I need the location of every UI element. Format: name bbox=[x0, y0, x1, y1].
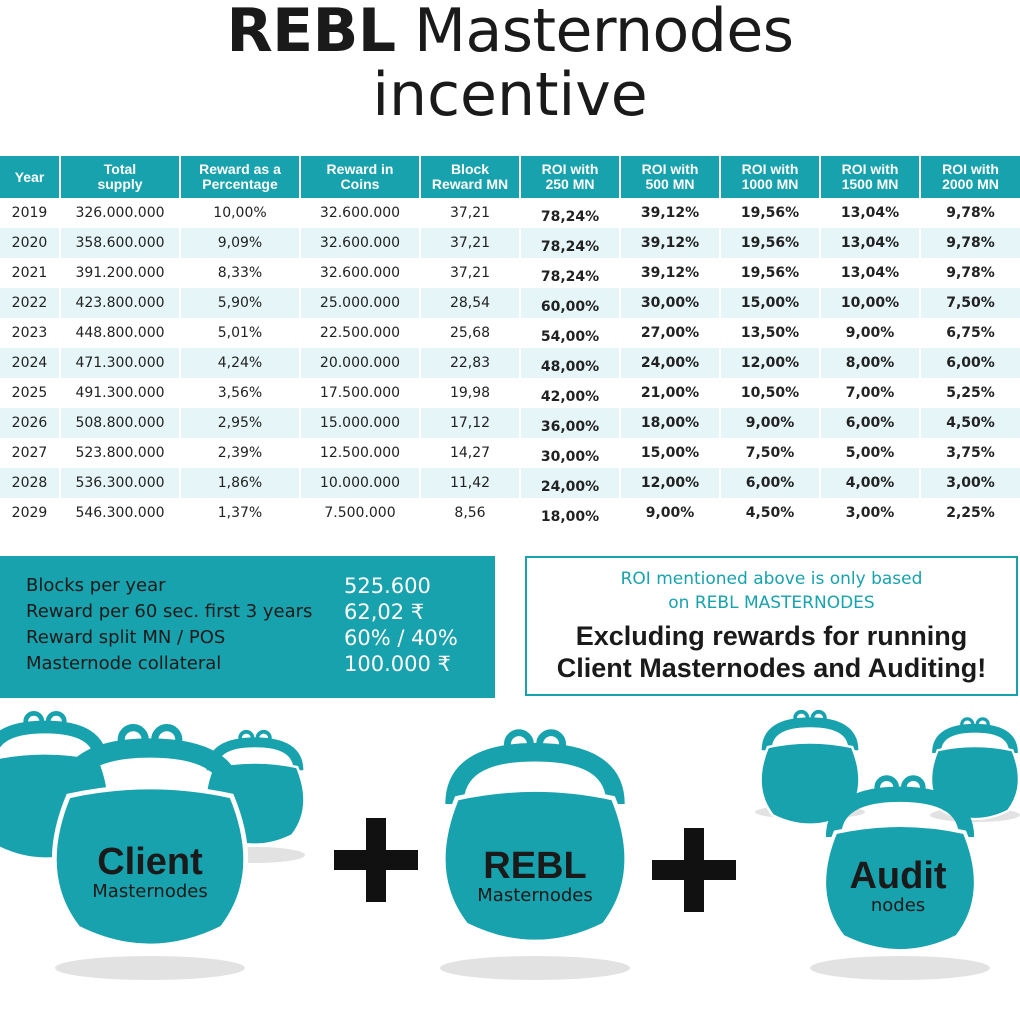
client-label-small: Masternodes bbox=[92, 881, 208, 902]
table-cell: 2026 bbox=[0, 408, 60, 438]
column-header-line: Year bbox=[14, 168, 45, 185]
table-row bbox=[0, 198, 1020, 228]
table-cell: 10.000.000 bbox=[300, 468, 420, 498]
table-cell: 12.500.000 bbox=[300, 438, 420, 468]
table-cell: 3,00% bbox=[920, 468, 1020, 498]
table-cell: 7.500.000 bbox=[300, 498, 420, 528]
table-cell: 7,00% bbox=[820, 378, 920, 408]
table-cell: 13,04% bbox=[820, 198, 920, 228]
column-header-line: ROI with bbox=[541, 161, 599, 177]
column-header-line: 500 MN bbox=[645, 176, 695, 192]
column-header-line: 1000 MN bbox=[741, 176, 799, 192]
table-cell: 32.600.000 bbox=[300, 228, 420, 258]
table-row bbox=[0, 348, 1020, 378]
table-cell: 21,00% bbox=[620, 378, 720, 408]
title-rest: Masternodes bbox=[395, 0, 794, 66]
table-cell: 25.000.000 bbox=[300, 288, 420, 318]
table-cell: 22,83 bbox=[420, 348, 520, 378]
column-header bbox=[300, 156, 420, 198]
shadow-rebl bbox=[440, 956, 630, 980]
table-cell: 2023 bbox=[0, 318, 60, 348]
table-cell: 19,56% bbox=[720, 198, 820, 228]
table-cell: 25,68 bbox=[420, 318, 520, 348]
stats-box bbox=[0, 556, 495, 698]
column-header-line: Reward MN bbox=[431, 176, 509, 192]
table-cell: 2020 bbox=[0, 228, 60, 258]
table-cell: 19,98 bbox=[420, 378, 520, 408]
client-masternodes-label bbox=[60, 842, 240, 902]
table-row bbox=[0, 468, 1020, 498]
table-cell: 15,00% bbox=[620, 438, 720, 468]
table-cell: 39,12% bbox=[620, 258, 720, 288]
table-cell: 30,00% bbox=[520, 438, 620, 468]
table-cell: 32.600.000 bbox=[300, 258, 420, 288]
stat-value: 100.000 ₹ bbox=[344, 652, 451, 676]
rebl-label-small: Masternodes bbox=[477, 885, 593, 906]
table-cell: 14,27 bbox=[420, 438, 520, 468]
table-cell: 9,00% bbox=[620, 498, 720, 528]
column-header-line: Total bbox=[103, 161, 137, 177]
table-cell: 36,00% bbox=[520, 408, 620, 438]
column-header-line: Reward as a bbox=[199, 161, 281, 177]
note-line-1: ROI mentioned above is only based bbox=[620, 569, 923, 589]
table-cell: 27,00% bbox=[620, 318, 720, 348]
table-cell: 18,00% bbox=[520, 498, 620, 528]
table-cell: 4,00% bbox=[820, 468, 920, 498]
note-emphasis-1: Excluding rewards for running bbox=[575, 621, 968, 651]
table-cell: 2028 bbox=[0, 468, 60, 498]
table-cell: 2025 bbox=[0, 378, 60, 408]
column-header-line: Coins bbox=[340, 176, 380, 192]
table-cell: 78,24% bbox=[520, 228, 620, 258]
table-row bbox=[0, 228, 1020, 258]
shadow-audit bbox=[810, 956, 990, 980]
table-cell: 19,56% bbox=[720, 228, 820, 258]
column-header-line: 1500 MN bbox=[841, 176, 899, 192]
table-cell: 7,50% bbox=[720, 438, 820, 468]
table-cell: 60,00% bbox=[520, 288, 620, 318]
table-cell: 17.500.000 bbox=[300, 378, 420, 408]
table-row bbox=[0, 288, 1020, 318]
table-cell: 18,00% bbox=[620, 408, 720, 438]
stat-label: Blocks per year bbox=[26, 575, 166, 596]
table-cell: 2022 bbox=[0, 288, 60, 318]
table-cell: 19,56% bbox=[720, 258, 820, 288]
table-cell: 10,00% bbox=[180, 198, 300, 228]
table-cell: 24,00% bbox=[520, 468, 620, 498]
table-cell: 448.800.000 bbox=[60, 318, 180, 348]
table-cell: 39,12% bbox=[620, 228, 720, 258]
table-cell: 391.200.000 bbox=[60, 258, 180, 288]
table-cell: 12,00% bbox=[620, 468, 720, 498]
table-cell: 2019 bbox=[0, 198, 60, 228]
table-cell: 15.000.000 bbox=[300, 408, 420, 438]
column-header bbox=[720, 156, 820, 198]
rebl-masternodes-label bbox=[445, 846, 625, 906]
table-cell: 523.800.000 bbox=[60, 438, 180, 468]
table-row bbox=[0, 438, 1020, 468]
table-cell: 48,00% bbox=[520, 348, 620, 378]
table-cell: 42,00% bbox=[520, 378, 620, 408]
audit-label-small: nodes bbox=[870, 895, 926, 916]
table-cell: 5,00% bbox=[820, 438, 920, 468]
table-cell: 3,75% bbox=[946, 445, 995, 461]
column-header-line: ROI with bbox=[641, 161, 699, 177]
table-cell: 9,00% bbox=[720, 408, 820, 438]
table-cell: 491.300.000 bbox=[60, 378, 180, 408]
table-cell: 9,09% bbox=[180, 228, 300, 258]
audit-nodes-label bbox=[808, 856, 988, 916]
stat-label: Reward per 60 sec. first 3 years bbox=[26, 601, 313, 622]
table-cell: 4,24% bbox=[180, 348, 300, 378]
table-cell: 13,50% bbox=[720, 318, 820, 348]
stat-label: Reward split MN / POS bbox=[26, 627, 226, 648]
stat-label: Masternode collateral bbox=[26, 653, 222, 674]
table-cell: 2024 bbox=[0, 348, 60, 378]
table-cell: 54,00% bbox=[520, 318, 620, 348]
audit-label-big: Audit bbox=[849, 855, 947, 897]
roi-note-box bbox=[525, 556, 1018, 696]
table-cell: 2021 bbox=[0, 258, 60, 288]
note-line-2: on REBL MASTERNODES bbox=[668, 593, 875, 613]
table-cell: 4,50% bbox=[920, 408, 1020, 438]
table-cell: 32.600.000 bbox=[300, 198, 420, 228]
table-cell: 37,21 bbox=[420, 258, 520, 288]
column-header bbox=[180, 156, 300, 198]
table-cell: 11,42 bbox=[420, 468, 520, 498]
table-cell: 20.000.000 bbox=[300, 348, 420, 378]
roi-table bbox=[0, 156, 1020, 528]
table-cell: 1,37% bbox=[180, 498, 300, 528]
shadow-client bbox=[55, 956, 245, 980]
table-cell: 8,33% bbox=[180, 258, 300, 288]
table-cell: 17,12 bbox=[420, 408, 520, 438]
table-cell: 15,00% bbox=[720, 288, 820, 318]
title-line-2: incentive bbox=[372, 60, 648, 130]
table-cell: 39,12% bbox=[620, 198, 720, 228]
table-cell: 28,54 bbox=[420, 288, 520, 318]
table-body bbox=[0, 198, 1020, 528]
column-header-line: Block bbox=[450, 161, 490, 177]
column-header bbox=[820, 156, 920, 198]
table-cell: 3,56% bbox=[180, 378, 300, 408]
table-cell: 78,24% bbox=[520, 258, 620, 288]
column-header-line: Reward in bbox=[326, 161, 394, 177]
purse-icon bbox=[54, 728, 245, 946]
table-header-row bbox=[0, 156, 1020, 198]
note-emphasis-2: Client Masternodes and Auditing! bbox=[556, 653, 987, 683]
table-cell: 2,95% bbox=[180, 408, 300, 438]
table-cell: 536.300.000 bbox=[60, 468, 180, 498]
stat-value: 62,02 ₹ bbox=[344, 600, 425, 624]
column-header bbox=[620, 156, 720, 198]
table-cell: 78,24% bbox=[520, 198, 620, 228]
purse-icon bbox=[443, 733, 626, 942]
table-row bbox=[0, 378, 1020, 408]
table-row bbox=[0, 318, 1020, 348]
table-cell: 471.300.000 bbox=[60, 348, 180, 378]
column-header-line: ROI with bbox=[741, 161, 799, 177]
table-cell: 3,00% bbox=[820, 498, 920, 528]
table-cell: 358.600.000 bbox=[60, 228, 180, 258]
table-row bbox=[0, 258, 1020, 288]
client-label-big: Client bbox=[97, 841, 203, 883]
column-header-line: 250 MN bbox=[545, 176, 595, 192]
table-cell: 9,00% bbox=[820, 318, 920, 348]
column-header-line: ROI with bbox=[841, 161, 899, 177]
table-cell: 22.500.000 bbox=[300, 318, 420, 348]
table-cell: 2029 bbox=[0, 498, 60, 528]
table-row bbox=[0, 408, 1020, 438]
title-line-1 bbox=[0, 0, 1020, 66]
table-cell: 2,25% bbox=[946, 505, 995, 521]
table-cell: 13,04% bbox=[820, 258, 920, 288]
stat-value: 525.600 bbox=[344, 574, 431, 598]
column-header-line: 2000 MN bbox=[942, 176, 999, 192]
table-cell: 6,75% bbox=[946, 325, 995, 341]
table-cell: 6,00% bbox=[920, 348, 1020, 378]
table-cell: 24,00% bbox=[620, 348, 720, 378]
table-cell: 9,78% bbox=[946, 265, 995, 281]
column-header-line: ROI with bbox=[942, 161, 999, 177]
column-header-line: Percentage bbox=[202, 176, 278, 192]
table-cell: 5,90% bbox=[180, 288, 300, 318]
stat-value: 60% / 40% bbox=[344, 626, 458, 650]
table-cell: 2,39% bbox=[180, 438, 300, 468]
table-cell: 5,25% bbox=[946, 385, 995, 401]
table-cell: 8,56 bbox=[420, 498, 520, 528]
rebl-label-big: REBL bbox=[483, 845, 587, 887]
table-cell: 6,00% bbox=[820, 408, 920, 438]
table-cell: 2027 bbox=[0, 438, 60, 468]
title-brand: REBL bbox=[226, 0, 396, 66]
table-cell: 13,04% bbox=[820, 228, 920, 258]
column-header bbox=[520, 156, 620, 198]
table-row bbox=[0, 498, 1020, 528]
table-cell: 9,78% bbox=[946, 205, 995, 221]
table-cell: 1,86% bbox=[180, 468, 300, 498]
table-cell: 10,00% bbox=[820, 288, 920, 318]
table-cell: 12,00% bbox=[720, 348, 820, 378]
column-header bbox=[0, 156, 60, 198]
column-header-line: supply bbox=[97, 176, 143, 192]
table-cell: 6,00% bbox=[720, 468, 820, 498]
table-cell: 30,00% bbox=[620, 288, 720, 318]
table-cell: 7,50% bbox=[920, 288, 1020, 318]
table-cell: 5,01% bbox=[180, 318, 300, 348]
table-cell: 326.000.000 bbox=[60, 198, 180, 228]
table-cell: 546.300.000 bbox=[60, 498, 180, 528]
table-cell: 9,78% bbox=[920, 228, 1020, 258]
table-cell: 4,50% bbox=[720, 498, 820, 528]
column-header bbox=[420, 156, 520, 198]
table-cell: 37,21 bbox=[420, 198, 520, 228]
table-cell: 8,00% bbox=[820, 348, 920, 378]
column-header bbox=[60, 156, 180, 198]
table-cell: 37,21 bbox=[420, 228, 520, 258]
table-cell: 423.800.000 bbox=[60, 288, 180, 318]
column-header bbox=[920, 156, 1020, 198]
table-cell: 508.800.000 bbox=[60, 408, 180, 438]
table-cell: 10,50% bbox=[720, 378, 820, 408]
